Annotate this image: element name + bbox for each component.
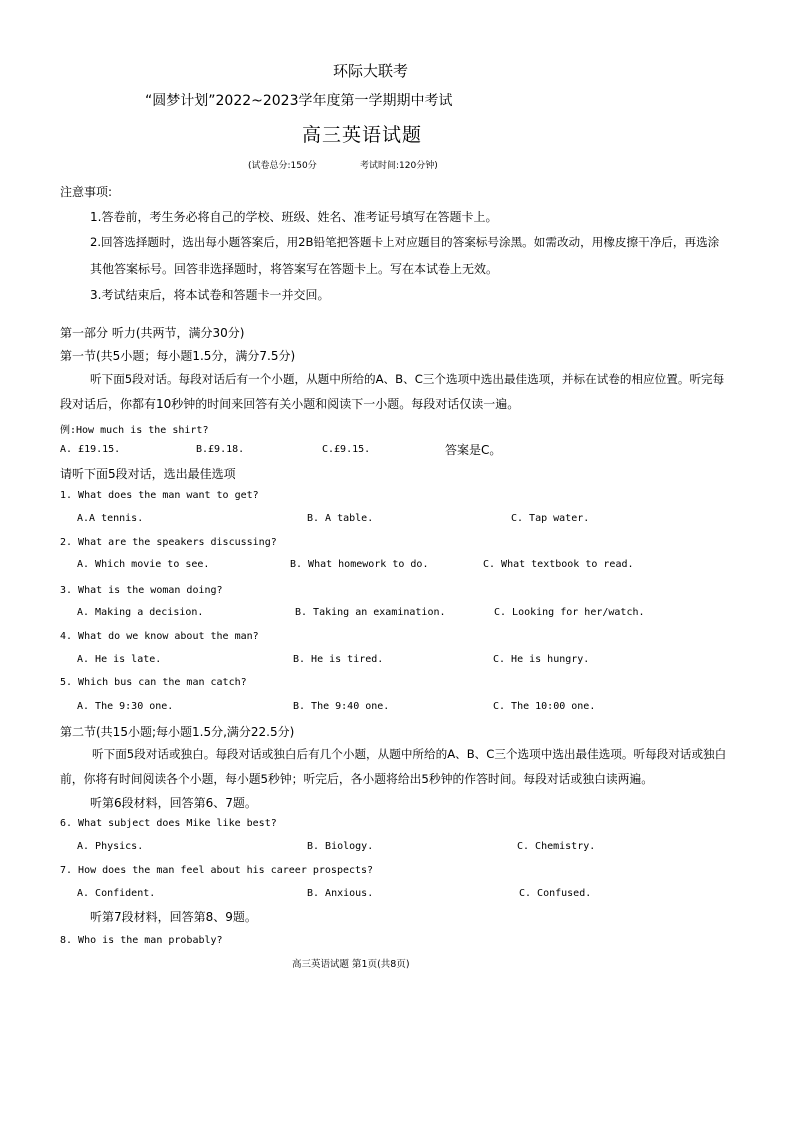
exam-title: “圆梦计划”2022~2023学年度第一学期期中考试 [145, 93, 453, 109]
exam-time: 考试时间:120分钟) [360, 161, 438, 171]
section1-instr-a: 听下面5段对话。每段对话后有一个小题，从题中所给的A、B、C三个选项中选出最佳选项，并标在试卷的相应位置。听完每 [90, 372, 725, 386]
part1-title: 第一部分 听力(共两节，满分30分) [60, 326, 245, 340]
page-footer: 高三英语试题 第1页(共8页) [292, 959, 410, 970]
q2-option-b: B. What homework to do. [290, 559, 429, 570]
section1-title: 第一节(共5小题；每小题1.5分，满分7.5分) [60, 349, 296, 363]
notes-title: 注意事项: [60, 185, 113, 199]
question-4: 4. What do we know about the man? [60, 631, 259, 642]
q4-option-c: C. He is hungry. [493, 654, 590, 665]
q1-option-c: C. Tap water. [511, 513, 590, 524]
q1-option-b: B. A table. [307, 513, 374, 524]
q5-option-c: C. The 10:00 one. [493, 701, 596, 712]
example-option-a: A. £19.15. [60, 444, 121, 455]
question-6: 6. What subject does Mike like best? [60, 818, 277, 829]
section2-instr-a: 听下面5段对话或独白。每段对话或独白后有几个小题，从题中所给的A、B、C三个选项中选出最佳选项。听每段对话或独白 [92, 747, 727, 761]
note-item-1: 1.答卷前，考生务必将自己的学校、班级、姓名、准考证号填写在答题卡上。 [90, 210, 498, 224]
q3-option-c: C. Looking for her/watch. [494, 607, 645, 618]
example-answer: 答案是C。 [445, 443, 502, 457]
listen-instruction: 请听下面5段对话，选出最佳选项 [60, 467, 236, 481]
q5-option-a: A. The 9:30 one. [77, 701, 174, 712]
example-option-c: C.£9.15. [322, 444, 371, 455]
material-6-note: 听第6段材料，回答第6、7题。 [90, 796, 257, 810]
note-item-2b: 其他答案标号。回答非选择题时，将答案写在答题卡上。写在本试卷上无效。 [90, 262, 499, 276]
q3-option-b: B. Taking an examination. [295, 607, 446, 618]
q7-option-b: B. Anxious. [307, 888, 374, 899]
q4-option-b: B. He is tired. [293, 654, 384, 665]
question-3: 3. What is the woman doing? [60, 585, 223, 596]
q6-option-a: A. Physics. [77, 841, 144, 852]
question-7: 7. How does the man feel about his career prospects? [60, 865, 374, 876]
question-2: 2. What are the speakers discussing? [60, 537, 277, 548]
question-8: 8. Who is the man probably? [60, 935, 223, 946]
q4-option-a: A. He is late. [77, 654, 162, 665]
section2-title: 第二节(共15小题;每小题1.5分,满分22.5分) [60, 725, 295, 739]
org-title: 环际大联考 [333, 62, 409, 80]
q7-option-c: C. Confused. [519, 888, 592, 899]
subject-title: 高三英语试题 [302, 124, 423, 146]
note-item-2a: 2.回答选择题时，选出每小题答案后，用2B铅笔把答题卡上对应题目的答案标号涂黑。如需改动，用橡皮擦干净后，再选涂 [90, 235, 720, 249]
section1-instr-b: 段对话后，你都有10秒钟的时间来回答有关小题和阅读下一小题。每段对话仅读一遍。 [60, 397, 520, 411]
q6-option-c: C. Chemistry. [517, 841, 596, 852]
question-1: 1. What does the man want to get? [60, 490, 259, 501]
q1-option-a: A.A tennis. [77, 513, 144, 524]
q5-option-b: B. The 9:40 one. [293, 701, 390, 712]
total-score: (试卷总分:150分 [248, 161, 317, 171]
q6-option-b: B. Biology. [307, 841, 374, 852]
q2-option-a: A. Which movie to see. [77, 559, 210, 570]
q2-option-c: C. What textbook to read. [483, 559, 634, 570]
material-7-note: 听第7段材料，回答第8、9题。 [90, 910, 257, 924]
q7-option-a: A. Confident. [77, 888, 156, 899]
question-5: 5. Which bus can the man catch? [60, 677, 247, 688]
example-option-b: B.£9.18. [196, 444, 245, 455]
section2-instr-b: 前，你将有时间阅读各个小题，每小题5秒钟；听完后，各小题将给出5秒钟的作答时间。每段对话或独白读两遍。 [60, 772, 654, 786]
note-item-3: 3.考试结束后，将本试卷和答题卡一并交回。 [90, 288, 330, 302]
example-question: 例:How much is the shirt? [60, 425, 209, 436]
q3-option-a: A. Making a decision. [77, 607, 204, 618]
